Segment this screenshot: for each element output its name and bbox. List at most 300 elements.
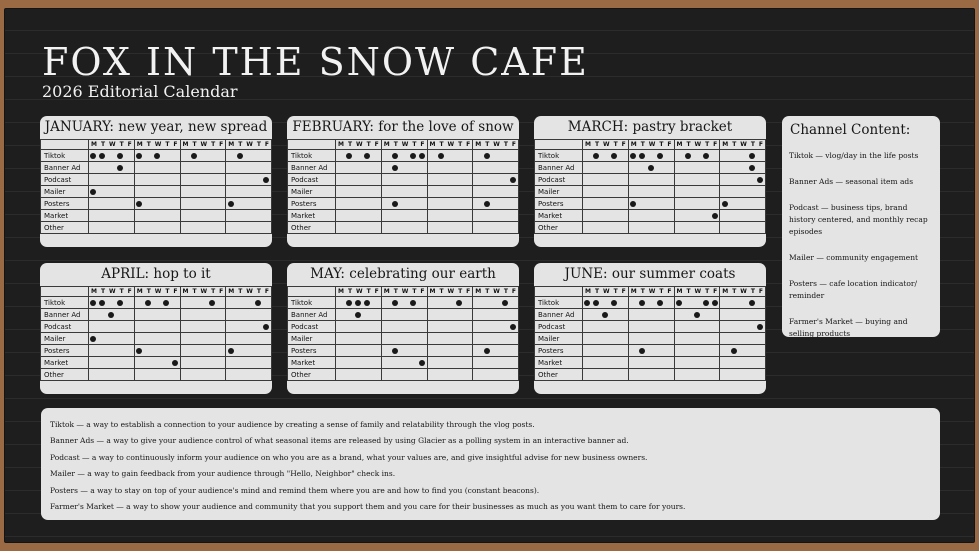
empty-day-slot (200, 189, 206, 195)
empty-day-slot (90, 177, 96, 183)
empty-day-slot (410, 336, 416, 342)
week-cell (583, 369, 629, 381)
empty-day-slot (218, 153, 224, 159)
empty-day-slot (465, 201, 471, 207)
empty-day-slot (346, 225, 352, 231)
row-label: Tiktok (535, 150, 583, 162)
empty-day-slot (648, 360, 654, 366)
week-header (628, 140, 674, 150)
day-label: T (165, 141, 170, 148)
empty-day-slot (200, 336, 206, 342)
empty-day-slot (246, 360, 252, 366)
empty-day-slot (154, 336, 160, 342)
empty-day-slot (510, 213, 516, 219)
empty-day-slot (108, 225, 114, 231)
empty-day-slot (740, 153, 746, 159)
empty-day-slot (163, 360, 169, 366)
empty-day-slot (346, 324, 352, 330)
week-cell (381, 357, 427, 369)
empty-day-slot (237, 372, 243, 378)
empty-day-slot (602, 165, 608, 171)
week-cell (89, 321, 135, 333)
empty-day-slot (447, 177, 453, 183)
empty-day-slot (401, 372, 407, 378)
empty-day-slot (218, 201, 224, 207)
empty-day-slot (364, 225, 370, 231)
empty-day-slot (493, 165, 499, 171)
empty-day-slot (126, 372, 132, 378)
row-label: Podcast (288, 174, 336, 186)
legend-item-posters: Posters — a way to stay on top of your audience's mind and remind them where you are and how to find you (constant beacons). (50, 485, 540, 495)
empty-day-slot (757, 225, 763, 231)
empty-day-slot (685, 300, 691, 306)
week-cell (336, 333, 382, 345)
week-cell (134, 222, 180, 234)
empty-day-slot (666, 153, 672, 159)
week-cell (583, 309, 629, 321)
week-cell (583, 174, 629, 186)
day-label: F (713, 141, 718, 148)
empty-day-slot (337, 360, 343, 366)
empty-day-slot (373, 189, 379, 195)
empty-day-slot (703, 225, 709, 231)
day-label: M (475, 141, 482, 148)
empty-day-slot (484, 213, 490, 219)
empty-day-slot (410, 348, 416, 354)
empty-day-slot (364, 312, 370, 318)
empty-day-slot (722, 360, 728, 366)
empty-day-slot (182, 201, 188, 207)
empty-day-slot (263, 201, 269, 207)
day-label: W (200, 288, 208, 295)
day-label: W (694, 288, 702, 295)
empty-day-slot (337, 165, 343, 171)
empty-day-slot (666, 201, 672, 207)
empty-day-slot (200, 201, 206, 207)
month-card (287, 116, 519, 247)
empty-day-slot (475, 177, 481, 183)
empty-day-slot (456, 165, 462, 171)
empty-day-slot (126, 300, 132, 306)
empty-day-slot (611, 372, 617, 378)
empty-day-slot (209, 225, 215, 231)
day-label: F (758, 288, 764, 295)
empty-day-slot (502, 165, 508, 171)
empty-day-slot (722, 300, 728, 306)
week-cell (134, 297, 180, 309)
empty-day-slot (694, 300, 700, 306)
empty-day-slot (602, 177, 608, 183)
row-label: Mailer (41, 333, 89, 345)
empty-day-slot (429, 201, 435, 207)
empty-day-slot (117, 336, 123, 342)
scheduled-post-dot (255, 300, 261, 306)
empty-day-slot (465, 153, 471, 159)
empty-day-slot (657, 348, 663, 354)
day-label: F (127, 288, 132, 295)
day-label: F (511, 141, 517, 148)
empty-day-slot (246, 336, 252, 342)
day-label: T (613, 141, 618, 148)
empty-day-slot (630, 360, 636, 366)
grid-corner (288, 287, 336, 297)
empty-day-slot (90, 225, 96, 231)
empty-day-slot (484, 165, 490, 171)
empty-day-slot (620, 312, 626, 318)
empty-day-slot (757, 201, 763, 207)
empty-day-slot (355, 177, 361, 183)
week-header (427, 287, 473, 297)
empty-day-slot (429, 348, 435, 354)
empty-day-slot (648, 177, 654, 183)
week-header (336, 287, 382, 297)
scheduled-post-dot (145, 300, 151, 306)
empty-day-slot (703, 336, 709, 342)
week-cell (583, 345, 629, 357)
empty-day-slot (731, 300, 737, 306)
scheduled-post-dot (712, 213, 718, 219)
empty-day-slot (620, 213, 626, 219)
empty-day-slot (648, 153, 654, 159)
empty-day-slot (209, 348, 215, 354)
week-cell (473, 309, 519, 321)
day-label: T (705, 141, 710, 148)
empty-day-slot (99, 372, 105, 378)
scheduled-post-dot (694, 312, 700, 318)
empty-day-slot (218, 165, 224, 171)
empty-day-slot (611, 324, 617, 330)
empty-day-slot (364, 360, 370, 366)
empty-day-slot (373, 372, 379, 378)
day-label: T (686, 141, 691, 148)
empty-day-slot (694, 153, 700, 159)
empty-day-slot (364, 165, 370, 171)
empty-day-slot (584, 225, 590, 231)
week-cell (674, 198, 720, 210)
empty-day-slot (255, 201, 261, 207)
week-cell (473, 357, 519, 369)
empty-day-slot (410, 324, 416, 330)
day-label: T (594, 141, 600, 148)
empty-day-slot (676, 360, 682, 366)
empty-day-slot (630, 225, 636, 231)
empty-day-slot (145, 213, 151, 219)
empty-day-slot (429, 153, 435, 159)
day-label: M (676, 288, 683, 295)
empty-day-slot (602, 324, 608, 330)
empty-day-slot (676, 177, 682, 183)
day-label: T (146, 288, 151, 295)
week-cell (336, 210, 382, 222)
day-label: F (466, 288, 471, 295)
grid-corner (41, 287, 89, 297)
empty-day-slot (401, 165, 407, 171)
empty-day-slot (172, 153, 178, 159)
empty-day-slot (401, 153, 407, 159)
day-label: T (366, 141, 371, 148)
empty-day-slot (593, 201, 599, 207)
empty-day-slot (639, 165, 645, 171)
empty-day-slot (475, 300, 481, 306)
empty-day-slot (685, 225, 691, 231)
empty-day-slot (648, 348, 654, 354)
empty-day-slot (438, 225, 444, 231)
legend-item-podcast: Podcast — a way to continuously inform your audience on who you are as a brand, what your values are, and give insightful advise for new business owners. (50, 452, 648, 462)
scheduled-post-dot (191, 153, 197, 159)
empty-day-slot (337, 348, 343, 354)
empty-day-slot (263, 300, 269, 306)
empty-day-slot (209, 189, 215, 195)
empty-day-slot (429, 312, 435, 318)
empty-day-slot (447, 165, 453, 171)
empty-day-slot (410, 165, 416, 171)
empty-day-slot (493, 177, 499, 183)
row-label: Mailer (288, 186, 336, 198)
empty-day-slot (584, 189, 590, 195)
empty-day-slot (90, 201, 96, 207)
row-label: Mailer (535, 186, 583, 198)
empty-day-slot (630, 324, 636, 330)
week-cell (381, 369, 427, 381)
empty-day-slot (639, 360, 645, 366)
day-label: T (256, 141, 261, 148)
week-cell (336, 222, 382, 234)
empty-day-slot (676, 336, 682, 342)
empty-day-slot (731, 177, 737, 183)
empty-day-slot (182, 360, 188, 366)
empty-day-slot (200, 165, 206, 171)
week-cell (336, 357, 382, 369)
row-label: Tiktok (535, 297, 583, 309)
row-label: Mailer (41, 186, 89, 198)
empty-day-slot (136, 324, 142, 330)
week-cell (381, 309, 427, 321)
week-cell (89, 309, 135, 321)
empty-day-slot (99, 360, 105, 366)
day-label: M (136, 141, 143, 148)
empty-day-slot (584, 372, 590, 378)
empty-day-slot (456, 213, 462, 219)
empty-day-slot (593, 336, 599, 342)
empty-day-slot (703, 348, 709, 354)
empty-day-slot (447, 372, 453, 378)
week-header (180, 287, 226, 297)
scheduled-post-dot (703, 300, 709, 306)
week-cell (720, 345, 766, 357)
empty-day-slot (602, 372, 608, 378)
week-cell (674, 369, 720, 381)
week-cell (628, 174, 674, 186)
row-label: Market (41, 210, 89, 222)
day-label: T (256, 288, 261, 295)
week-cell (226, 186, 272, 198)
empty-day-slot (209, 213, 215, 219)
empty-day-slot (593, 213, 599, 219)
empty-day-slot (484, 336, 490, 342)
scheduled-post-dot (611, 153, 617, 159)
empty-day-slot (620, 177, 626, 183)
empty-day-slot (117, 201, 123, 207)
empty-day-slot (419, 336, 425, 342)
empty-day-slot (126, 189, 132, 195)
empty-day-slot (191, 225, 197, 231)
week-header (134, 140, 180, 150)
empty-day-slot (630, 372, 636, 378)
empty-day-slot (712, 360, 718, 366)
week-cell (674, 357, 720, 369)
empty-day-slot (364, 336, 370, 342)
week-cell (720, 222, 766, 234)
empty-day-slot (740, 201, 746, 207)
empty-day-slot (475, 213, 481, 219)
day-label: M (228, 141, 235, 148)
day-label: T (640, 288, 645, 295)
day-label: T (750, 141, 755, 148)
empty-day-slot (429, 177, 435, 183)
empty-day-slot (145, 324, 151, 330)
empty-day-slot (602, 225, 608, 231)
day-label: F (667, 141, 672, 148)
empty-day-slot (475, 312, 481, 318)
week-cell (628, 345, 674, 357)
empty-day-slot (602, 360, 608, 366)
day-label: W (648, 141, 656, 148)
empty-day-slot (263, 336, 269, 342)
empty-day-slot (475, 225, 481, 231)
empty-day-slot (172, 324, 178, 330)
week-cell (473, 162, 519, 174)
empty-day-slot (694, 225, 700, 231)
day-label: M (676, 141, 683, 148)
empty-day-slot (108, 372, 114, 378)
scheduled-post-dot (484, 153, 490, 159)
empty-day-slot (126, 360, 132, 366)
week-cell (583, 210, 629, 222)
day-label: W (109, 141, 116, 148)
day-label: T (640, 141, 645, 148)
empty-day-slot (246, 348, 252, 354)
week-cell (89, 333, 135, 345)
empty-day-slot (383, 312, 389, 318)
empty-day-slot (694, 213, 700, 219)
empty-day-slot (401, 336, 407, 342)
empty-day-slot (154, 300, 160, 306)
day-label: T (165, 288, 170, 295)
day-label: T (503, 141, 508, 148)
empty-day-slot (676, 312, 682, 318)
empty-day-slot (99, 348, 105, 354)
empty-day-slot (703, 372, 709, 378)
empty-day-slot (200, 300, 206, 306)
empty-day-slot (246, 201, 252, 207)
empty-day-slot (465, 372, 471, 378)
day-label: T (503, 288, 508, 295)
empty-day-slot (145, 201, 151, 207)
week-cell (427, 345, 473, 357)
day-label: F (173, 141, 178, 148)
day-label: T (119, 141, 124, 148)
row-label: Other (535, 369, 583, 381)
empty-day-slot (191, 360, 197, 366)
empty-day-slot (657, 312, 663, 318)
day-label: T (439, 141, 444, 148)
week-cell (180, 186, 226, 198)
month-title: JUNE: our summer coats (564, 266, 736, 282)
channel-item-banner-ads: Banner Ads — seasonal item ads (789, 177, 914, 186)
empty-day-slot (163, 165, 169, 171)
empty-day-slot (392, 336, 398, 342)
empty-day-slot (611, 360, 617, 366)
empty-day-slot (712, 312, 718, 318)
empty-day-slot (722, 312, 728, 318)
week-cell (427, 321, 473, 333)
empty-day-slot (355, 372, 361, 378)
empty-day-slot (685, 189, 691, 195)
empty-day-slot (145, 177, 151, 183)
empty-day-slot (657, 213, 663, 219)
empty-day-slot (108, 336, 114, 342)
empty-day-slot (401, 348, 407, 354)
row-label: Other (41, 222, 89, 234)
empty-day-slot (447, 201, 453, 207)
day-label: M (182, 288, 189, 295)
empty-day-slot (172, 348, 178, 354)
empty-day-slot (502, 201, 508, 207)
row-label: Market (288, 210, 336, 222)
empty-day-slot (145, 336, 151, 342)
empty-day-slot (731, 153, 737, 159)
scheduled-post-dot (639, 153, 645, 159)
week-cell (473, 210, 519, 222)
empty-day-slot (630, 300, 636, 306)
empty-day-slot (438, 336, 444, 342)
empty-day-slot (429, 336, 435, 342)
empty-day-slot (218, 360, 224, 366)
empty-day-slot (639, 213, 645, 219)
week-cell (720, 369, 766, 381)
week-cell (720, 321, 766, 333)
empty-day-slot (722, 225, 728, 231)
empty-day-slot (337, 153, 343, 159)
empty-day-slot (620, 348, 626, 354)
day-label: T (347, 141, 353, 148)
empty-day-slot (126, 153, 132, 159)
day-label: W (740, 288, 747, 295)
week-cell (427, 150, 473, 162)
legend-item-tiktok: Tiktok — a way to establish a connection to your audience by creating a sense of family and relatability through the vlog posts. (50, 420, 535, 429)
empty-day-slot (228, 189, 234, 195)
empty-day-slot (685, 348, 691, 354)
week-cell (226, 222, 272, 234)
empty-day-slot (740, 312, 746, 318)
row-label: Banner Ad (41, 309, 89, 321)
empty-day-slot (438, 189, 444, 195)
empty-day-slot (401, 177, 407, 183)
empty-day-slot (145, 372, 151, 378)
empty-day-slot (666, 336, 672, 342)
row-label: Other (288, 369, 336, 381)
empty-day-slot (630, 189, 636, 195)
scheduled-post-dot (117, 153, 123, 159)
empty-day-slot (749, 213, 755, 219)
week-cell (134, 333, 180, 345)
week-cell (427, 297, 473, 309)
empty-day-slot (757, 336, 763, 342)
empty-day-slot (90, 213, 96, 219)
empty-day-slot (657, 165, 663, 171)
empty-day-slot (429, 225, 435, 231)
empty-day-slot (438, 348, 444, 354)
